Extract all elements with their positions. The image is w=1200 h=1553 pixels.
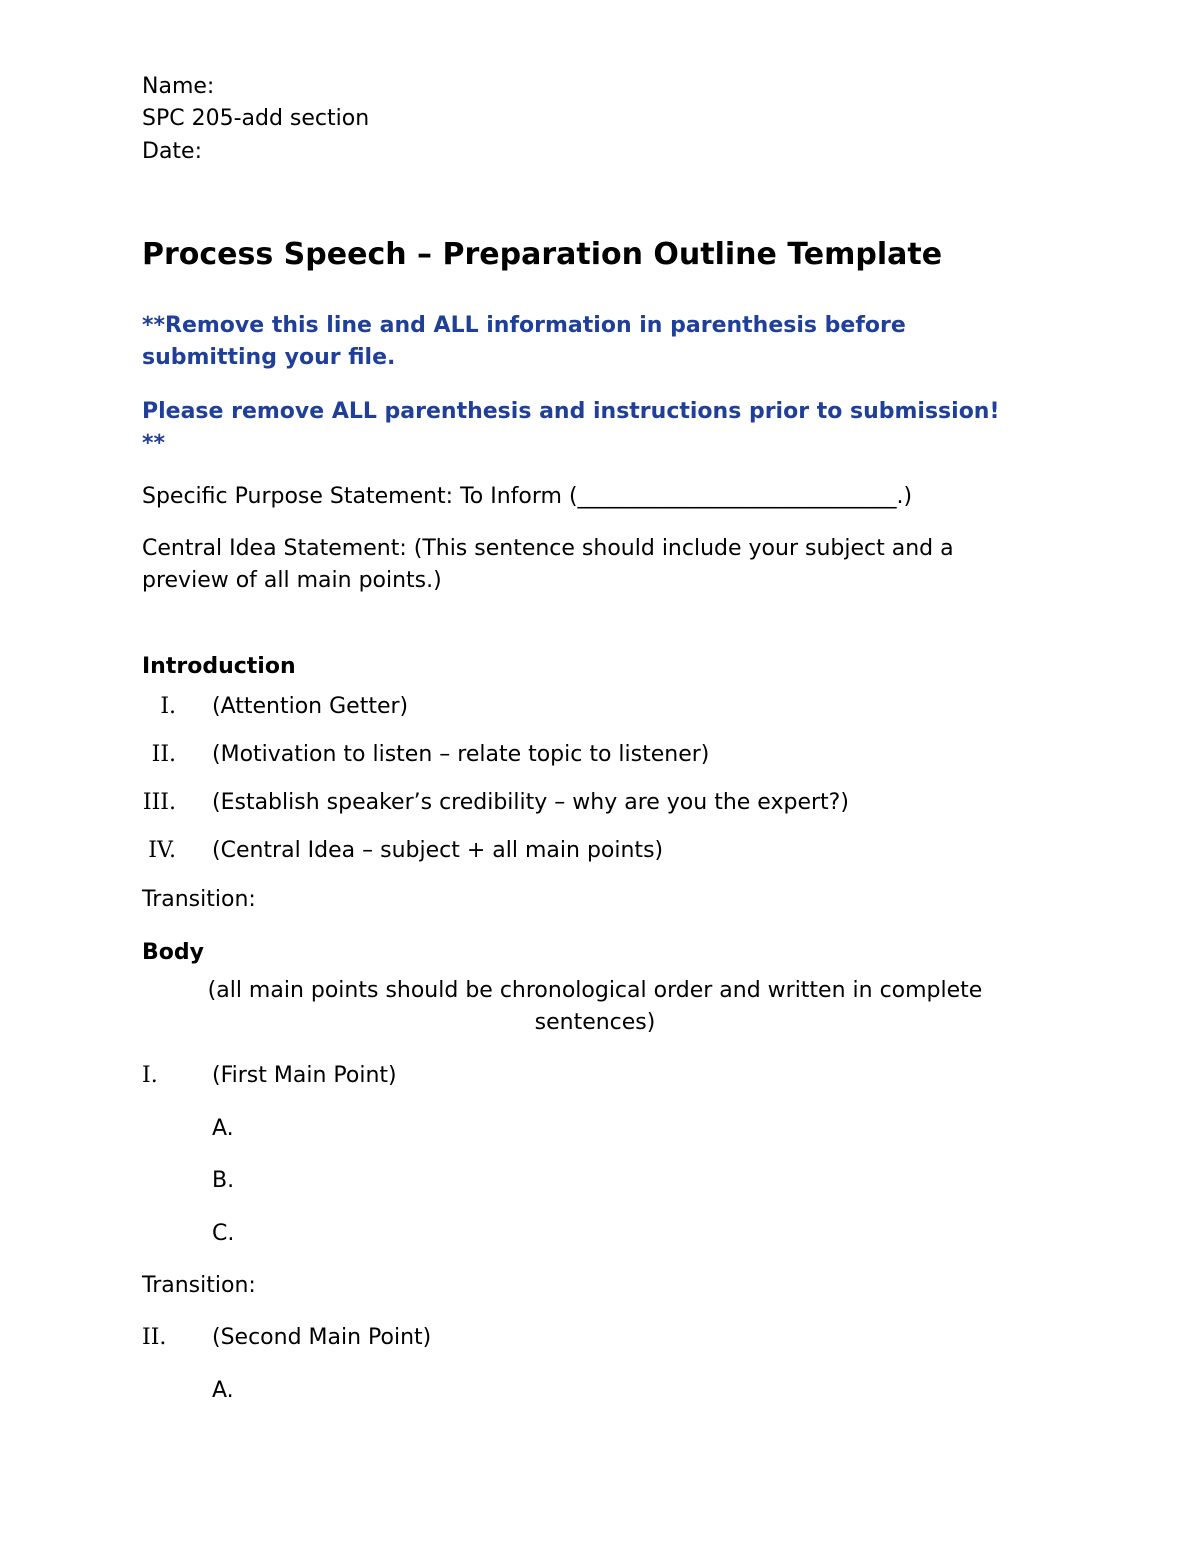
- page-title: Process Speech – Preparation Outline Template: [142, 237, 943, 272]
- intro-numeral-3: III.: [142, 790, 176, 815]
- central-idea-line-1: Central Idea Statement: (This sentence should include your subject and a: [142, 536, 954, 561]
- specific-purpose-statement: Specific Purpose Statement: To Inform (_____________________________.): [142, 484, 913, 509]
- body-transition: Transition:: [142, 1273, 256, 1298]
- main-point-2-numeral: II.: [142, 1325, 167, 1350]
- date-line: Date:: [142, 139, 202, 164]
- main-point-2-sub-a: A.: [212, 1378, 234, 1403]
- main-point-1: (First Main Point): [212, 1063, 397, 1088]
- introduction-heading: Introduction: [142, 654, 296, 679]
- body-heading: Body: [142, 940, 204, 965]
- main-point-1-numeral: I.: [142, 1063, 158, 1088]
- intro-item-3: (Establish speaker’s credibility – why are you the expert?): [212, 790, 849, 815]
- intro-item-1: (Attention Getter): [212, 694, 409, 719]
- central-idea-line-2: preview of all main points.): [142, 568, 442, 593]
- intro-item-4: (Central Idea – subject + all main points): [212, 838, 664, 863]
- name-line: Name:: [142, 74, 215, 99]
- intro-item-2: (Motivation to listen – relate topic to listener): [212, 742, 710, 767]
- notice-line-2: submitting your file.: [142, 345, 396, 370]
- notice-line-1: **Remove this line and ALL information in parenthesis before: [142, 313, 906, 338]
- main-point-1-sub-a: A.: [212, 1116, 234, 1141]
- body-note-line-2: sentences): [534, 1010, 656, 1035]
- main-point-1-sub-c: C.: [212, 1221, 235, 1246]
- intro-numeral-1: I.: [160, 694, 176, 719]
- body-note-line-1: (all main points should be chronological order and written in complete: [207, 978, 983, 1003]
- intro-numeral-2: II.: [151, 742, 176, 767]
- notice-line-3: Please remove ALL parenthesis and instructions prior to submission!: [142, 399, 1000, 424]
- main-point-1-sub-b: B.: [212, 1168, 235, 1193]
- intro-transition: Transition:: [142, 887, 256, 912]
- course-line: SPC 205-add section: [142, 106, 370, 131]
- intro-numeral-4: IV.: [148, 838, 176, 863]
- notice-line-4: **: [142, 431, 166, 456]
- main-point-2: (Second Main Point): [212, 1325, 432, 1350]
